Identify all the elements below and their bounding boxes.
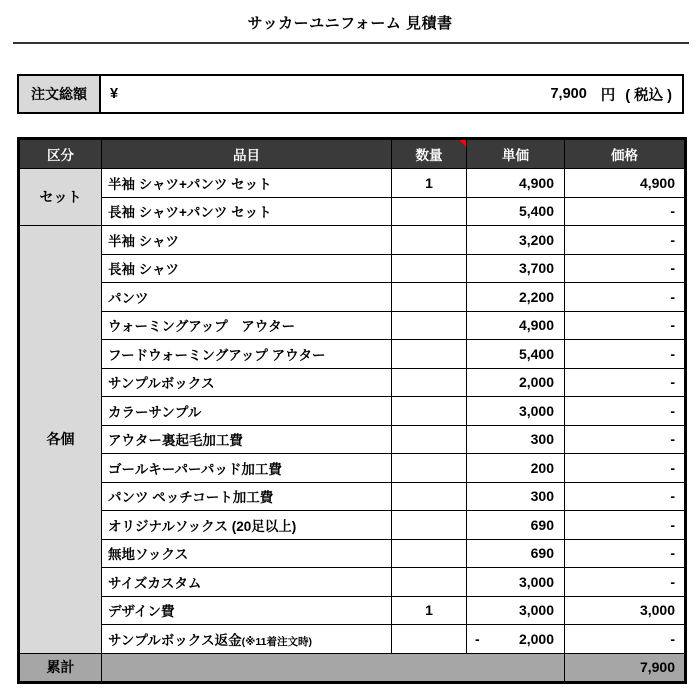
item-cell: 長袖 シャツ [102, 254, 392, 283]
unit-price-cell: 300 [467, 482, 565, 511]
table-row [19, 368, 686, 397]
unit-price-cell: 5,400 [467, 197, 565, 226]
total-value: 7,900 [565, 653, 686, 682]
unit-price-cell: 3,000 [467, 397, 565, 426]
price-cell: - [565, 568, 686, 597]
price-cell: - [565, 625, 686, 654]
qty-cell[interactable] [392, 397, 467, 426]
table-row [19, 539, 686, 568]
header-row [19, 139, 686, 169]
table-row [19, 425, 686, 454]
item-cell: カラーサンプル [102, 397, 392, 426]
unit-price-cell: 4,900 [467, 311, 565, 340]
price-cell: - [565, 340, 686, 369]
table-row [19, 511, 686, 540]
price-cell: 4,900 [565, 169, 686, 198]
header-item: 品目 [102, 139, 392, 169]
item-cell: オリジナルソックス (20足以上) [102, 511, 392, 540]
item-cell: ゴールキーパーパッド加工費 [102, 454, 392, 483]
header-unit-price: 単価 [467, 139, 565, 169]
qty-cell[interactable] [392, 283, 467, 312]
price-cell: - [565, 226, 686, 255]
item-cell: 無地ソックス [102, 539, 392, 568]
price-cell: - [565, 511, 686, 540]
price-cell: - [565, 283, 686, 312]
order-total-box [17, 74, 684, 114]
item-cell: サンプルボックス [102, 368, 392, 397]
item-cell: フードウォーミングアップ アウター [102, 340, 392, 369]
item-cell: パンツ [102, 283, 392, 312]
unit-price-value: 2,000 [518, 630, 554, 647]
unit-price-cell: 5,400 [467, 340, 565, 369]
page-title: サッカーユニフォーム 見積書 [247, 15, 453, 32]
table-row [19, 226, 686, 255]
qty-cell[interactable]: 1 [392, 596, 467, 625]
price-cell: - [565, 482, 686, 511]
table-row [19, 397, 686, 426]
unit-price-cell: 200 [467, 454, 565, 483]
order-total-label: 注文総額 [19, 76, 101, 112]
table-row [19, 482, 686, 511]
unit-price-cell: 3,700 [467, 254, 565, 283]
item-cell: ウォーミングアップ アウター [102, 311, 392, 340]
table-row [19, 311, 686, 340]
currency-symbol: ¥ [110, 86, 119, 102]
qty-cell[interactable] [392, 425, 467, 454]
item-cell: サイズカスタム [102, 568, 392, 597]
price-cell: - [565, 454, 686, 483]
price-cell: - [565, 539, 686, 568]
header-price: 価格 [565, 139, 686, 169]
comment-indicator-icon[interactable] [459, 140, 466, 147]
price-cell: - [565, 368, 686, 397]
group-cell-set: セット [19, 169, 102, 226]
item-label: サンプルボックス返金 [108, 632, 242, 648]
order-total-value[interactable] [101, 76, 682, 112]
table-row [19, 596, 686, 625]
price-cell: - [565, 425, 686, 454]
order-unit: 円 [600, 87, 616, 104]
price-cell: - [565, 397, 686, 426]
total-label: 累計 [19, 653, 102, 682]
table-row [19, 454, 686, 483]
price-cell: 3,000 [565, 596, 686, 625]
group-cell-individual: 各個 [19, 226, 102, 654]
title-divider [13, 42, 689, 44]
qty-cell[interactable] [392, 197, 467, 226]
item-cell: アウター裏起毛加工費 [102, 425, 392, 454]
table-row [19, 197, 686, 226]
header-category: 区分 [19, 139, 102, 169]
qty-cell[interactable] [392, 254, 467, 283]
table-row [19, 254, 686, 283]
item-cell: 半袖 シャツ [102, 226, 392, 255]
price-cell: - [565, 197, 686, 226]
item-cell: 半袖 シャツ+パンツ セット [102, 169, 392, 198]
qty-cell[interactable] [392, 226, 467, 255]
qty-cell[interactable] [392, 340, 467, 369]
header-qty: 数量 [392, 139, 467, 169]
table-row [19, 283, 686, 312]
item-cell [102, 625, 392, 654]
table-row [19, 340, 686, 369]
unit-price-cell: 3,000 [467, 596, 565, 625]
order-amount: 7,900 [550, 86, 587, 102]
item-cell: デザイン費 [102, 596, 392, 625]
qty-cell[interactable] [392, 454, 467, 483]
qty-cell[interactable] [392, 539, 467, 568]
qty-cell[interactable] [392, 568, 467, 597]
table-row [19, 169, 686, 198]
unit-price-cell [467, 625, 565, 654]
unit-price-cell: 690 [467, 539, 565, 568]
unit-price-cell: 2,200 [467, 283, 565, 312]
minus-sign: - [475, 630, 480, 647]
table-row [19, 625, 686, 654]
qty-cell[interactable] [392, 511, 467, 540]
unit-price-cell: 690 [467, 511, 565, 540]
total-spacer [102, 653, 565, 682]
total-row [19, 653, 686, 682]
item-cell: 長袖 シャツ+パンツ セット [102, 197, 392, 226]
quote-table [17, 137, 687, 684]
unit-price-cell: 2,000 [467, 368, 565, 397]
price-cell: - [565, 254, 686, 283]
qty-cell[interactable] [392, 482, 467, 511]
unit-price-cell: 3,000 [467, 568, 565, 597]
item-note: (※11着注文時) [241, 635, 312, 648]
unit-price-cell: 3,200 [467, 226, 565, 255]
qty-cell[interactable] [392, 311, 467, 340]
qty-cell[interactable] [392, 625, 467, 654]
unit-price-cell: 4,900 [467, 169, 565, 198]
price-cell: - [565, 311, 686, 340]
qty-cell[interactable] [392, 368, 467, 397]
qty-cell[interactable]: 1 [392, 169, 467, 198]
unit-price-cell: 300 [467, 425, 565, 454]
item-cell: パンツ ペッチコート加工費 [102, 482, 392, 511]
tax-note: ( 税込 ) [625, 87, 672, 104]
table-row [19, 568, 686, 597]
